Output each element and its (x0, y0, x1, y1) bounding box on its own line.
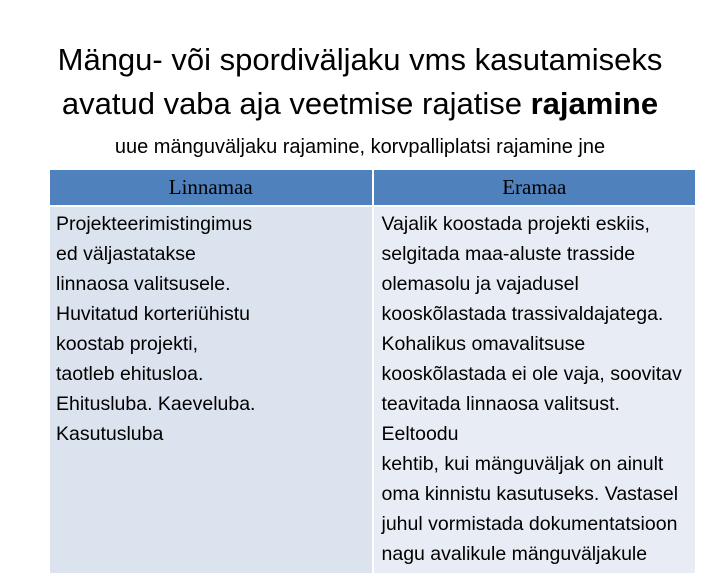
table-row (50, 206, 695, 573)
cell-eramaa: Vajalik koostada projekti eskiis, selgitada maa-aluste trasside olemasolu ja vajadusel kooskõlastada trassivaldajatega. Kohalikus omavalitsuse kooskõlastada ei ole vaja, soovitav teavitada linnaosa valitsust. Eeltoodu kehtib, kui mänguväljak on ainult oma kinnistu kasutuseks. Vastasel juhul vormistada dokumentatsioon nagu avalikule mänguväljakule (373, 206, 696, 573)
header-eramaa: Eramaa (373, 170, 696, 206)
slide-title (0, 38, 720, 126)
cell-linnamaa: Projekteerimistingimus ed väljastatakse linnaosa valitsusele. Huvitatud korteriühistu koostab projekti, taotleb ehitusloa. Ehitusluba. Kaeveluba. Kasutusluba (50, 206, 373, 573)
title-line-2-prefix: avatud vaba aja veetmise rajatise (61, 86, 531, 121)
title-line-2-bold: rajamine (530, 86, 659, 121)
table-header-row (50, 170, 695, 206)
slide-subtitle: uue mänguväljaku rajamine, korvpalliplatsi rajamine jne (114, 136, 606, 158)
comparison-table (50, 170, 695, 573)
title-line-1: Mängu- või spordiväljaku vms kasutamiseks (57, 42, 663, 77)
header-linnamaa: Linnamaa (50, 170, 373, 206)
